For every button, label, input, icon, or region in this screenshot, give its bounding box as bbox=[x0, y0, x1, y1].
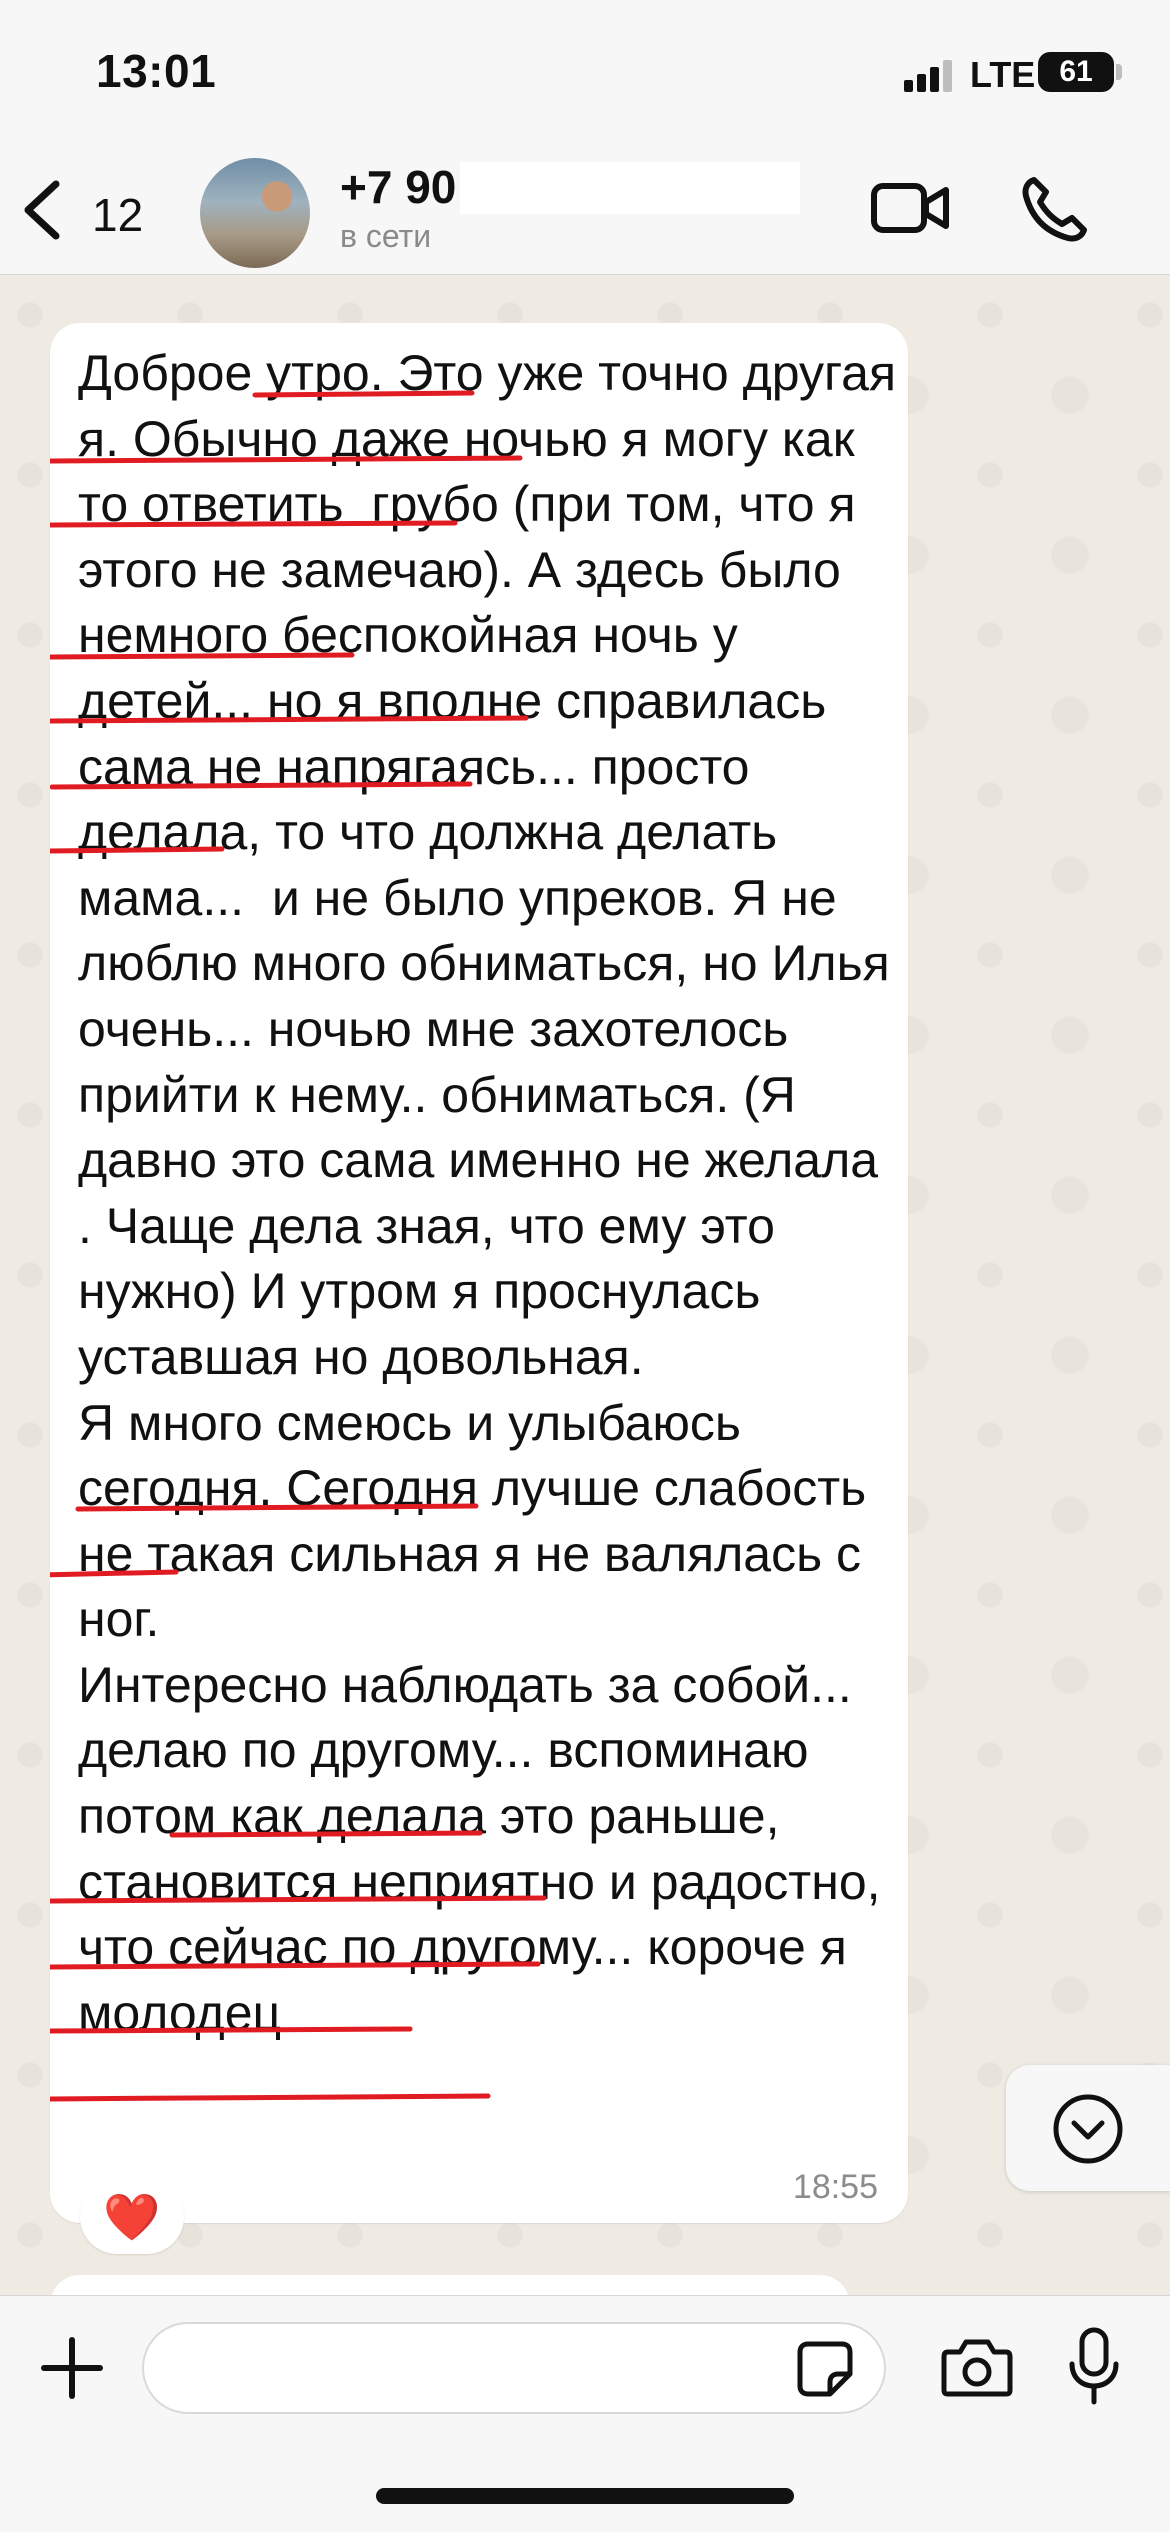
incoming-message-bubble[interactable] bbox=[50, 323, 908, 2223]
plus-icon bbox=[40, 2336, 104, 2400]
chat-header bbox=[0, 140, 1170, 275]
message-text: Доброе утро. Это уже точно другая я. Обычно даже ночью я могу как то ответить грубо (при том, что я этого не замечаю). А здесь было немного беспокойная ночь у детей... но я вполне справилась сама не напрягаясь... просто делала, то что должна делать мама... и не было упреков. Я не люблю много обниматься, но Илья очень... ночью мне захотелось прийти к нему.. обниматься. (Я давно это сама именно не желала . Чаще дела зная, что ему это нужно) И утром я проснулась уставшая но довольная. Я много смеюсь и улыбаюсь сегодня. Сегодня лучше слабость не такая сильная я не валялась с ног. Интересно наблюдать за собой... делаю по другому... вспоминаю потом как делала это раньше, становится неприятно и радостно, что сейчас по другому... короче я молодец bbox=[78, 345, 897, 2041]
unread-count: 12 bbox=[92, 189, 144, 241]
sticker-icon bbox=[796, 2340, 854, 2398]
microphone-icon bbox=[1068, 2326, 1120, 2406]
avatar[interactable] bbox=[200, 158, 310, 268]
signal-icon bbox=[904, 58, 956, 92]
battery-tip bbox=[1116, 64, 1122, 80]
contact-name[interactable]: +7 90 bbox=[340, 161, 457, 213]
phone-icon bbox=[1020, 174, 1090, 244]
camera-icon bbox=[940, 2336, 1014, 2400]
next-message-bubble[interactable] bbox=[50, 2275, 850, 2295]
chat-area[interactable] bbox=[0, 275, 1170, 2295]
battery-icon: 61 bbox=[1038, 52, 1114, 92]
sticker-button[interactable] bbox=[796, 2340, 854, 2398]
status-time: 13:01 bbox=[96, 45, 217, 97]
network-type: LTE bbox=[970, 54, 1036, 95]
message-time: 18:55 bbox=[792, 2168, 878, 2206]
scroll-to-bottom-button[interactable] bbox=[1006, 2065, 1170, 2191]
status-bar bbox=[0, 0, 1170, 140]
chevron-down-circle-icon bbox=[1052, 2093, 1124, 2165]
video-call-icon bbox=[870, 178, 950, 238]
home-indicator[interactable] bbox=[376, 2488, 794, 2504]
chevron-left-icon bbox=[20, 180, 64, 240]
video-call-button[interactable] bbox=[870, 178, 950, 238]
microphone-button[interactable] bbox=[1068, 2326, 1120, 2406]
contact-status: в сети bbox=[340, 218, 432, 254]
attach-button[interactable] bbox=[40, 2336, 104, 2400]
camera-button[interactable] bbox=[940, 2336, 1014, 2400]
heart-reaction[interactable]: ❤️ bbox=[80, 2180, 184, 2254]
name-redaction bbox=[460, 162, 800, 214]
voice-call-button[interactable] bbox=[1020, 174, 1090, 244]
back-button[interactable] bbox=[20, 170, 150, 246]
message-input[interactable] bbox=[142, 2322, 886, 2414]
